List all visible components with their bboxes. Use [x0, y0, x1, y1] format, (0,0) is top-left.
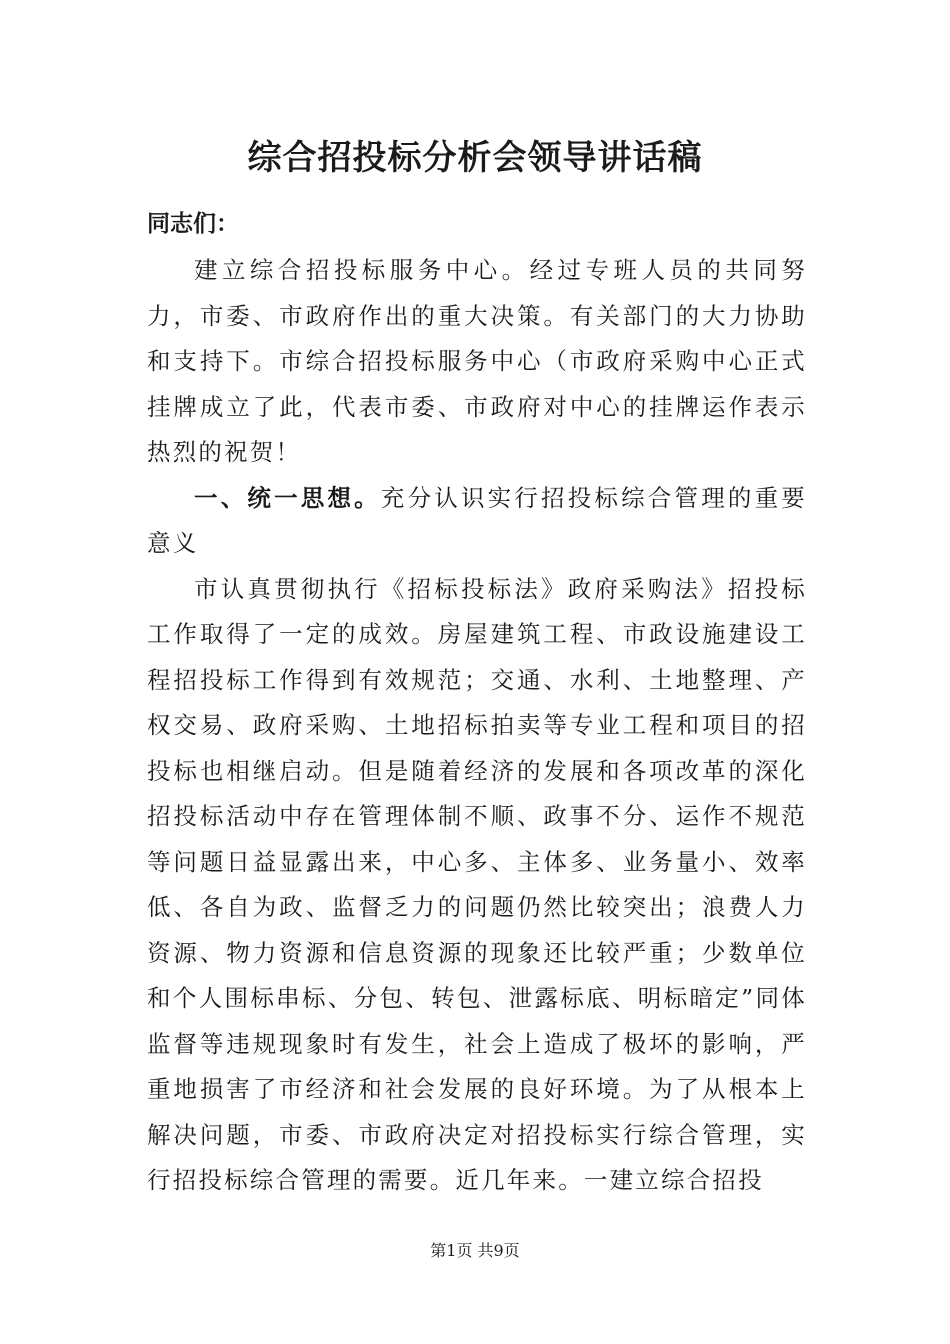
paragraph-body: 市认真贯彻执行《招标投标法》政府采购法》招投标工作取得了一定的成效。房屋建筑工程、市政设施建设工程招投标工作得到有效规范；交通、水利、土地整理、产权交易、政府采购、土地招标拍卖等专业工程和项目的招投标也相继启动。但是随着经济的发展和各项改革的深化招投标活动中存在管理体制不顺、政事不分、运作不规范等问题日益显露出来，中心多、主体多、业务量小、效率低、各自为政、监督乏力的问题仍然比较突出；浪费人力资源、物力资源和信息资源的现象还比较严重；少数单位和个人围标串标、分包、转包、泄露标底、明标暗定”同体监督等违规现象时有发生，社会上造成了极坏的影响，严重地损害了市经济和社会发展的良好环境。为了从根本上解决问题，市委、市政府决定对招投标实行综合管理，实行招投标综合管理的需要。近几年来。一建立综合招投	[147, 574, 807, 1194]
paragraph-opening: 建立综合招投标服务中心。经过专班人员的共同努力，市委、市政府作出的重大决策。有关部门的大力协助和支持下。市综合招投标服务中心（市政府采购中心正式挂牌成立了此，代表市委、市政府对中心的挂牌运作表示热烈的祝贺！	[147, 256, 807, 466]
section-heading-text: 充分认识实行招投标综合管理的重要意义	[147, 483, 807, 557]
section-heading-paragraph	[147, 476, 807, 567]
salutation: 同志们：	[147, 210, 239, 237]
section-heading: 一、统一思想。	[194, 483, 381, 512]
document-title: 综合招投标分析会领导讲话稿	[247, 138, 703, 178]
document-body	[147, 248, 807, 1204]
page-footer: 第1页 共9页	[430, 1241, 520, 1260]
